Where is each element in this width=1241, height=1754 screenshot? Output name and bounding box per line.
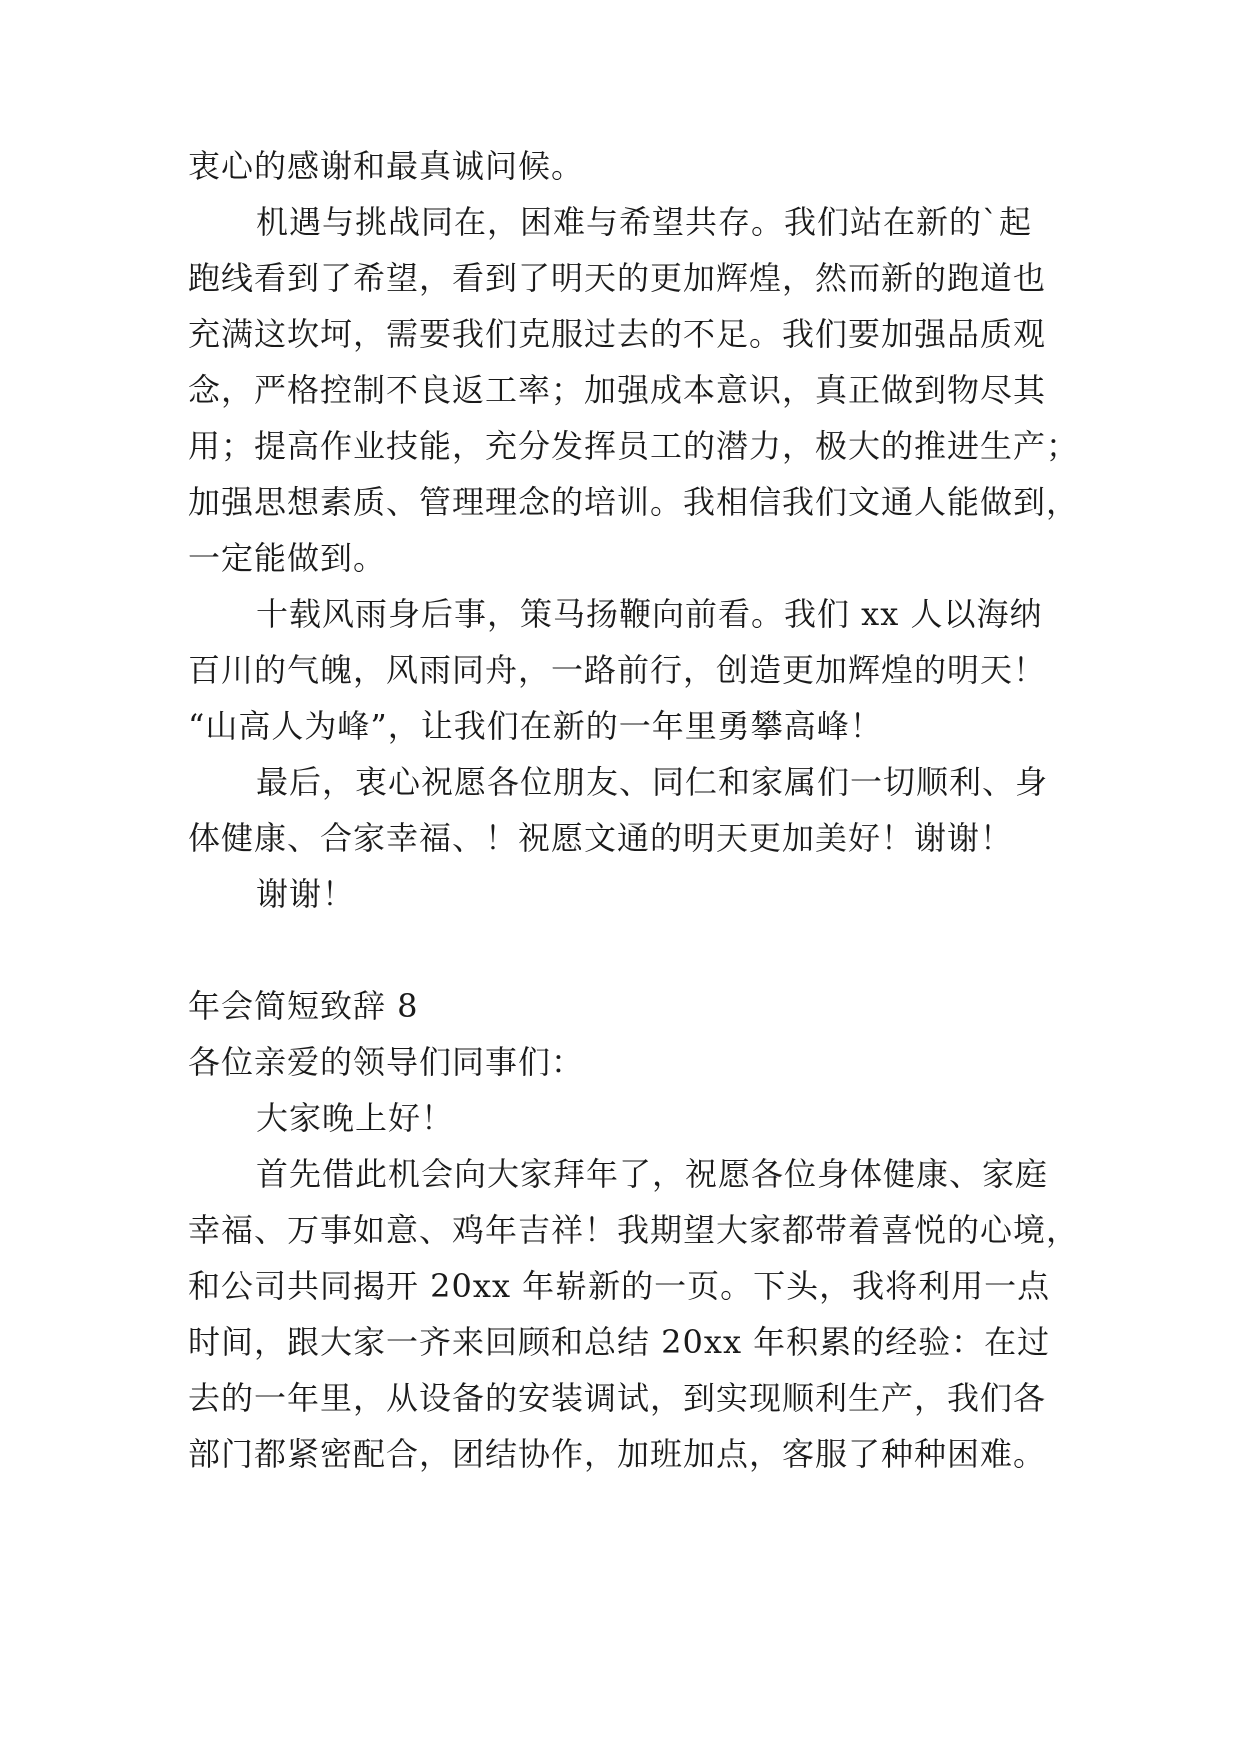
paragraph-line: “山高人为峰”，让我们在新的一年里勇攀高峰！ — [188, 707, 883, 745]
paragraph-line: 首先借此机会向大家拜年了，祝愿各位身体健康、家庭 — [256, 1155, 1049, 1193]
paragraph-line: 幸福、万事如意、鸡年吉祥！我期望大家都带着喜悦的心境， — [188, 1211, 1080, 1249]
paragraph-line: 谢谢！ — [256, 875, 356, 913]
paragraph-line: 念，严格控制不良返工率；加强成本意识，真正做到物尽其 — [188, 371, 1047, 409]
paragraph-line: 一定能做到。 — [188, 539, 387, 577]
paragraph-line: 充满这坎坷，需要我们克服过去的不足。我们要加强品质观 — [188, 315, 1047, 353]
greeting: 大家晚上好！ — [256, 1099, 455, 1137]
paragraph-line: 时间，跟大家一齐来回顾和总结 20xx 年积累的经验：在过 — [188, 1323, 1051, 1361]
paragraph-line: 十载风雨身后事，策马扬鞭向前看。我们 xx 人以海纳 — [256, 595, 1043, 633]
paragraph-line: 部门都紧密配合，团结协作，加班加点，客服了种种困难。 — [188, 1435, 1047, 1473]
paragraph-line: 衷心的感谢和最真诚问候。 — [188, 147, 585, 185]
paragraph-line: 体健康、合家幸福、！祝愿文通的明天更加美好！谢谢！ — [188, 819, 1014, 857]
paragraph-line: 加强思想素质、管理理念的培训。我相信我们文通人能做到， — [188, 483, 1080, 521]
section-title: 年会简短致辞 8 — [188, 987, 419, 1025]
paragraph-line: 百川的气魄，风雨同舟，一路前行，创造更加辉煌的明天！ — [188, 651, 1047, 689]
paragraph-line: 跑线看到了希望，看到了明天的更加辉煌，然而新的跑道也 — [188, 259, 1047, 297]
paragraph-line: 机遇与挑战同在，困难与希望共存。我们站在新的`起 — [256, 203, 1033, 241]
paragraph-line: 去的一年里，从设备的安装调试，到实现顺利生产，我们各 — [188, 1379, 1047, 1417]
paragraph-line: 最后，衷心祝愿各位朋友、同仁和家属们一切顺利、身 — [256, 763, 1049, 801]
paragraph-line: 和公司共同揭开 20xx 年崭新的一页。下头，我将利用一点 — [188, 1267, 1051, 1305]
salutation: 各位亲爱的领导们同事们： — [188, 1043, 585, 1081]
paragraph-line: 用；提高作业技能，充分发挥员工的潜力，极大的推进生产； — [188, 427, 1080, 465]
